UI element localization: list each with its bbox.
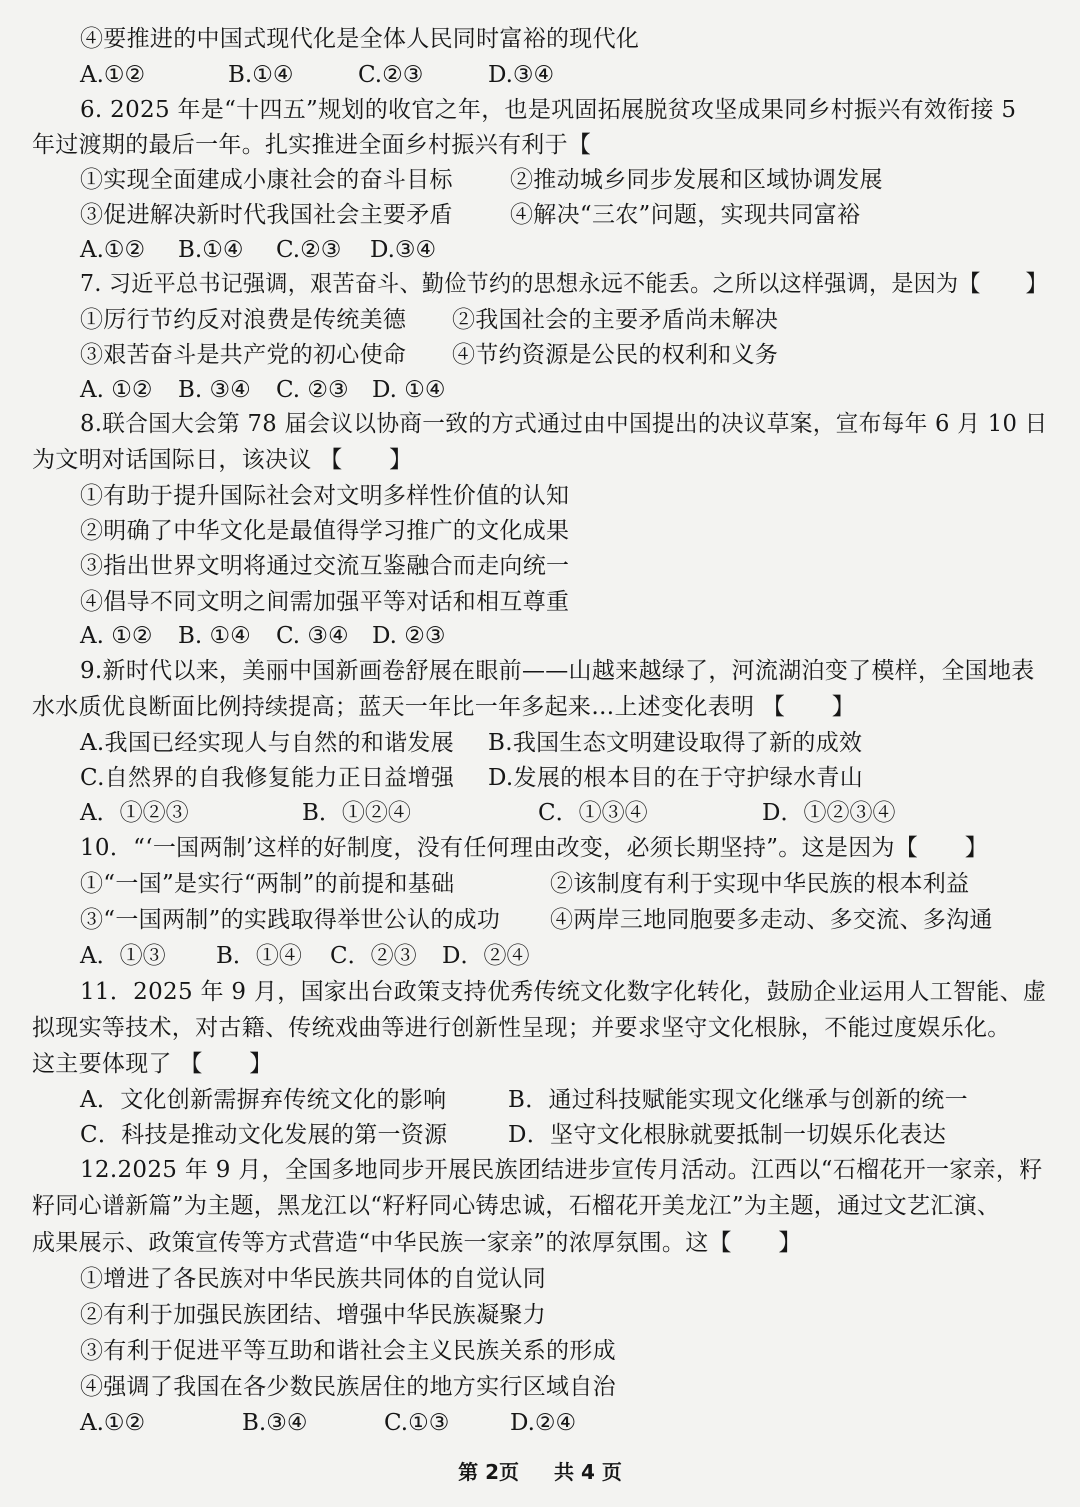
q11-option-a: A．文化创新需摒弃传统文化的影响 bbox=[80, 1087, 447, 1113]
option-c: C．①③④ bbox=[538, 800, 648, 826]
option-a: A.①② bbox=[80, 237, 146, 263]
q7-item-3: ③艰苦奋斗是共产党的初心使命 bbox=[80, 342, 407, 368]
q9-item-3: C.自然界的自我修复能力正日益增强 bbox=[80, 765, 455, 791]
q11-stem-line1: 11．2025 年 9 月，国家出台政策支持优秀传统文化数字化转化，鼓励企业运用人工智能、虚 bbox=[80, 979, 1047, 1005]
option-b: B.①④ bbox=[228, 62, 294, 88]
q8-item-4: ④倡导不同文明之间需加强平等对话和相互尊重 bbox=[80, 589, 570, 615]
q11-stem-line3: 这主要体现了 【 】 bbox=[32, 1051, 273, 1077]
q6-stem-line1: 6. 2025 年是“十四五”规划的收官之年，也是巩固拓展脱贫攻坚成果同乡村振兴有效衔接 5 bbox=[80, 97, 1017, 123]
q12-item-3: ③有利于促进平等互助和谐社会主义民族关系的形成 bbox=[80, 1338, 616, 1364]
q5-item-4: ④要推进的中国式现代化是全体人民同时富裕的现代化 bbox=[80, 26, 640, 52]
q10-stem-line1: 10．“‘一国两制’这样的好制度，没有任何理由改变，必须长期坚持”。这是因为【 】 bbox=[80, 835, 989, 861]
q12-item-4: ④强调了我国在各少数民族居住的地方实行区域自治 bbox=[80, 1374, 616, 1400]
option-a: A. ①② bbox=[80, 623, 153, 649]
q11-stem-line2: 拟现实等技术，对古籍、传统戏曲等进行创新性呈现；并要求坚守文化根脉，不能过度娱乐化。 bbox=[32, 1015, 1011, 1041]
q11-option-c: C．科技是推动文化发展的第一资源 bbox=[80, 1122, 448, 1148]
q9-item-2: B.我国生态文明建设取得了新的成效 bbox=[488, 730, 863, 756]
q12-stem-line2: 籽同心谱新篇”为主题，黑龙江以“籽籽同心铸忠诚，石榴花开美龙江”为主题，通过文艺汇演、 bbox=[32, 1193, 1001, 1219]
option-a: A．①②③ bbox=[80, 800, 189, 826]
option-b: B. ③④ bbox=[178, 377, 251, 403]
q7-stem-line1: 7. 习近平总书记强调，艰苦奋斗、勤俭节约的思想永远不能丢。之所以这样强调，是因为【 】 bbox=[80, 271, 1048, 297]
option-c: C.②③ bbox=[358, 62, 424, 88]
q12-item-2: ②有利于加强民族团结、增强中华民族凝聚力 bbox=[80, 1302, 546, 1328]
option-b: B．①②④ bbox=[302, 800, 411, 826]
option-d: D. ②③ bbox=[372, 623, 446, 649]
q10-item-4: ④两岸三地同胞要多走动、多交流、多沟通 bbox=[550, 907, 993, 933]
q11-option-d: D．坚守文化根脉就要抵制一切娱乐化表达 bbox=[508, 1122, 947, 1148]
q6-item-3: ③促进解决新时代我国社会主要矛盾 bbox=[80, 202, 453, 228]
q6-item-1: ①实现全面建成小康社会的奋斗目标 bbox=[80, 167, 453, 193]
q9-stem-line1: 9.新时代以来，美丽中国新画卷舒展在眼前——山越来越绿了，河流湖泊变了模样，全国地表 bbox=[80, 658, 1035, 684]
option-d: D．②④ bbox=[442, 943, 530, 969]
q9-item-4: D.发展的根本目的在于守护绿水青山 bbox=[488, 765, 864, 791]
q10-item-2: ②该制度有利于实现中华民族的根本利益 bbox=[550, 871, 970, 897]
q7-item-2: ②我国社会的主要矛盾尚未解决 bbox=[452, 307, 779, 333]
option-d: D.③④ bbox=[488, 62, 555, 88]
option-a: A.①② bbox=[80, 1410, 146, 1436]
q8-item-1: ①有助于提升国际社会对文明多样性价值的认知 bbox=[80, 483, 570, 509]
option-b: B．①④ bbox=[216, 943, 302, 969]
option-c: C.①③ bbox=[384, 1410, 450, 1436]
q12-item-1: ①增进了各民族对中华民族共同体的自觉认同 bbox=[80, 1266, 546, 1292]
page-number: 第 2页 bbox=[458, 1460, 520, 1484]
page-footer bbox=[0, 1458, 1080, 1486]
option-d: D．①②③④ bbox=[762, 800, 896, 826]
option-c: C. ③④ bbox=[276, 623, 349, 649]
option-a: A. ①② bbox=[80, 377, 153, 403]
option-c: C. ②③ bbox=[276, 377, 349, 403]
q8-item-3: ③指出世界文明将通过交流互鉴融合而走向统一 bbox=[80, 553, 570, 579]
q8-stem-line2: 为文明对话国际日，该决议 【 】 bbox=[32, 447, 413, 473]
q9-stem-line2: 水水质优良断面比例持续提高；蓝天一年比一年多起来…上述变化表明 【 】 bbox=[32, 694, 856, 720]
q10-item-3: ③“一国两制”的实践取得举世公认的成功 bbox=[80, 907, 501, 933]
q8-stem-line1: 8.联合国大会第 78 届会议以协商一致的方式通过由中国提出的决议草案，宣布每年 6 月 10 日 bbox=[80, 411, 1048, 437]
option-d: D.③④ bbox=[370, 237, 437, 263]
q8-item-2: ②明确了中华文化是最值得学习推广的文化成果 bbox=[80, 518, 570, 544]
page-total: 共 4 页 bbox=[554, 1460, 622, 1484]
q11-option-b: B．通过科技赋能实现文化继承与创新的统一 bbox=[508, 1087, 968, 1113]
q7-item-1: ①厉行节约反对浪费是传统美德 bbox=[80, 307, 407, 333]
q7-item-4: ④节约资源是公民的权利和义务 bbox=[452, 342, 779, 368]
option-c: C．②③ bbox=[330, 943, 417, 969]
q10-item-1: ①“一国”是实行“两制”的前提和基础 bbox=[80, 871, 455, 897]
q12-stem-line1: 12.2025 年 9 月，全国多地同步开展民族团结进步宣传月活动。江西以“石榴花开一家亲，籽 bbox=[80, 1157, 1043, 1183]
q6-item-4: ④解决“三农”问题，实现共同富裕 bbox=[510, 202, 861, 228]
option-c: C.②③ bbox=[276, 237, 342, 263]
option-b: B. ①④ bbox=[178, 623, 251, 649]
option-b: B.①④ bbox=[178, 237, 244, 263]
q9-item-1: A.我国已经实现人与自然的和谐发展 bbox=[80, 730, 455, 756]
option-d: D. ①④ bbox=[372, 377, 446, 403]
q12-stem-line3: 成果展示、政策宣传等方式营造“中华民族一家亲”的浓厚氛围。这【 】 bbox=[32, 1230, 802, 1256]
q6-item-2: ②推动城乡同步发展和区域协调发展 bbox=[510, 167, 883, 193]
option-b: B.③④ bbox=[242, 1410, 308, 1436]
option-d: D.②④ bbox=[510, 1410, 577, 1436]
q6-stem-line2: 年过渡期的最后一年。扎实推进全面乡村振兴有利于【 bbox=[32, 132, 592, 158]
option-a: A．①③ bbox=[80, 943, 166, 969]
option-a: A.①② bbox=[80, 62, 146, 88]
